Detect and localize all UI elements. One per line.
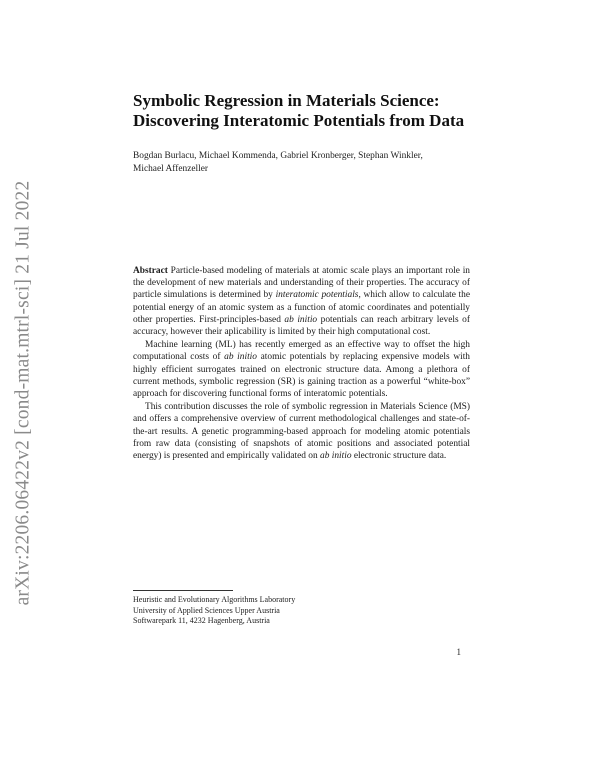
authors-line-2: Michael Affenzeller: [133, 163, 209, 174]
abstract-p1-text-c: , which allow to calculate the potential energy of an atomic system as a function of atomic coordinates and potentially other properties. First-principles-based: [133, 290, 471, 325]
abstract-p1-text-a: Particle-based modeling of materials at atomic scale plays an important role in the development of new materials and understanding of their properties. The accuracy of particle simulations is determined by: [133, 266, 470, 301]
abstract-p2-text-c: atomic potentials by replacing expensive models with highly efficient surrogates trained on electronic structure data. Among a plethora of current methods, symbolic regression (SR) is gaining traction as a powerful “white-box” approach for discovering functional forms of interatomic potentials.: [133, 352, 470, 400]
abstract-label: Abstract: [133, 266, 168, 276]
abstract-p2-text-a: Machine learning (ML) has recently emerged as an effective way to offset the high computational costs of: [133, 340, 470, 363]
abstract-p3-text-c: electronic structure data.: [351, 451, 447, 462]
abstract-p3-text-a: This contribution discusses the role of symbolic regression in Materials Science (MS) and offers a comprehensive overview of current methodological challenges and state-of-the-art results. A genetic programming-based approach for modeling atomic potentials from raw data (consisting of snapshots of atomic positions and associated potential energy) is presented and empirically validated on: [133, 402, 470, 462]
arxiv-identifier-stamp: [6, 178, 40, 608]
title-line-2: Discovering Interatomic Potentials from Data: [133, 111, 465, 130]
abstract-p1-emphasis-d: ab initio: [284, 314, 318, 325]
abstract-p2-emphasis-b: ab initio: [224, 352, 257, 363]
affiliation-footnote: [133, 595, 453, 627]
footnote-divider: [133, 590, 233, 591]
abstract-p1-emphasis-b: interatomic potentials: [275, 290, 359, 301]
author-list: [133, 150, 478, 175]
arxiv-identifier-text: arXiv:2206.06422v2 [cond-mat.mtrl-sci] 21 Jul 2022: [12, 180, 34, 606]
abstract-section: [133, 265, 470, 462]
affiliation-line-3: Softwarepark 11, 4232 Hagenberg, Austria: [133, 616, 270, 625]
page-number: 1: [456, 647, 461, 657]
authors-line-1: Bogdan Burlacu, Michael Kommenda, Gabriel Kronberger, Stephan Winkler,: [133, 151, 423, 161]
affiliation-line-1: Heuristic and Evolutionary Algorithms Laboratory: [133, 595, 296, 604]
paper-title: [133, 91, 493, 131]
affiliation-line-2: University of Applied Sciences Upper Austria: [133, 605, 280, 615]
abstract-p1-text-e: potentials can reach arbitrary levels of accuracy, however their aplicability is limited by their high computational cost.: [133, 314, 470, 338]
title-line-1: Symbolic Regression in Materials Science:: [133, 91, 440, 110]
abstract-paragraph-1: [133, 265, 470, 338]
abstract-p3-emphasis-b: ab initio: [320, 451, 352, 462]
abstract-paragraph-3: [133, 401, 470, 462]
abstract-paragraph-2: [133, 339, 470, 400]
